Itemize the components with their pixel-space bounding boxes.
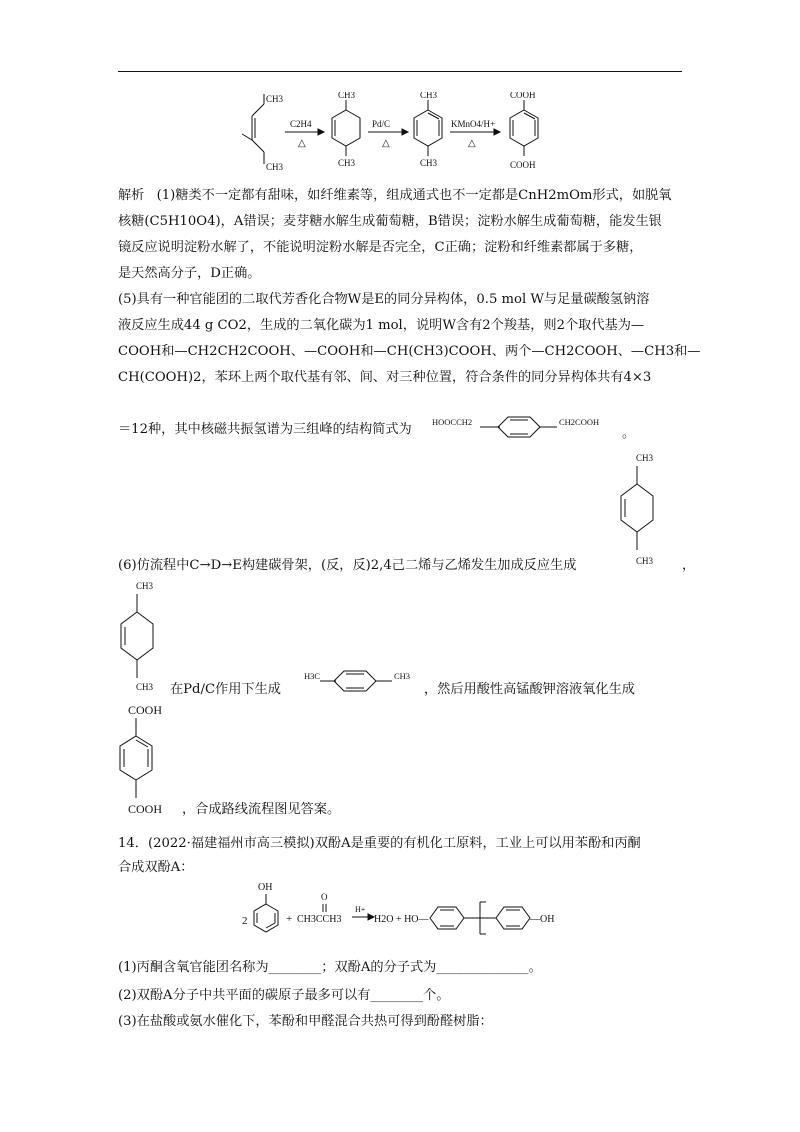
part6-line-1: (6)仿流程中C→D→E构建碳骨架，(反，反)2,4己二烯与乙烯发生加成反应生成 bbox=[118, 558, 577, 573]
part5-line-1: (5)具有一种官能团的二取代芳香化合物W是E的同分异构体，0.5 mol W与足量碳酸氢钠溶 bbox=[118, 292, 650, 307]
cyclohexene-product-structure-2 bbox=[112, 578, 172, 698]
reaction-arrow-2 bbox=[368, 119, 408, 149]
q14-question-3: (3)在盐酸或氨水催化下，苯酚和甲醛混合共热可得到酚醛树脂： bbox=[118, 1014, 493, 1029]
svg-text:C2H4: C2H4 bbox=[290, 119, 312, 129]
svg-text:HOOCCH2: HOOCCH2 bbox=[432, 417, 473, 427]
part6-line-2a: 在Pd/C作用下生成 bbox=[170, 682, 281, 697]
part5-period: 。 bbox=[622, 426, 636, 441]
analysis-text: (1)糖类不一定都有甜味，如纤维素等，组成通式也不一定都是CnH2mOm形式，如脱氧 bbox=[156, 188, 672, 203]
svg-text:CH3: CH3 bbox=[136, 581, 154, 591]
q14-line-2: 合成双酚A： bbox=[118, 860, 194, 875]
svg-text:CH3CCH3: CH3CCH3 bbox=[297, 914, 342, 925]
part5-line-5: ＝12种，其中核磁共振氢谱为三组峰的结构简式为 bbox=[118, 422, 412, 437]
svg-text:CH3: CH3 bbox=[420, 92, 438, 100]
svg-text:CH2COOH: CH2COOH bbox=[559, 417, 600, 427]
svg-text:△: △ bbox=[468, 138, 476, 149]
p-xylene-structure bbox=[414, 92, 442, 168]
bisphenol-a-structure bbox=[430, 902, 554, 934]
part6-line-2b: ，然后用酸性高锰酸钾溶液氧化生成 bbox=[424, 682, 635, 697]
svg-text:H2O + HO—: H2O + HO— bbox=[374, 914, 429, 925]
ch3-label: CH3 bbox=[266, 94, 284, 104]
q14-question-2: (2)双酚A分子中共平面的碳原子最多可以有________个。 bbox=[118, 988, 450, 1003]
part6-line-3-end: ，合成路线流程图见答案。 bbox=[182, 802, 341, 817]
svg-text:+: + bbox=[286, 913, 293, 925]
svg-text:H+: H+ bbox=[355, 905, 366, 914]
part5-line-4: CH(COOH)2，苯环上两个取代基有邻、间、对三种位置，符合条件的同分异构体共有4×3 bbox=[118, 370, 652, 385]
svg-text:OH: OH bbox=[258, 882, 273, 893]
analysis-line-1 bbox=[118, 186, 672, 206]
svg-text:COOH: COOH bbox=[128, 703, 163, 717]
svg-text:CH3: CH3 bbox=[636, 453, 654, 463]
analysis-line-2: 核糖(C5H10O4)，A错误；麦芽糖水解生成葡萄糖，B错误；淀粉水解生成葡萄糖，能发生银 bbox=[118, 214, 662, 229]
part5-line-2: 液反应生成44 g CO2，生成的二氧化碳为1 mol，说明W含有2个羧基，则2个取代基为— bbox=[118, 318, 645, 333]
svg-text:CH3: CH3 bbox=[338, 92, 356, 100]
svg-text:△: △ bbox=[298, 138, 306, 149]
svg-text:CH3: CH3 bbox=[136, 682, 154, 692]
terephthalic-acid-inline-structure bbox=[112, 700, 192, 820]
svg-text:COOH: COOH bbox=[510, 160, 536, 170]
cyclohexadiene-structure bbox=[332, 92, 360, 168]
synthesis-scheme bbox=[240, 92, 570, 184]
p-xylene-inline-structure bbox=[304, 666, 424, 696]
svg-text:CH3: CH3 bbox=[420, 158, 438, 168]
analysis-label: 解析 bbox=[118, 188, 145, 203]
svg-text:CH3: CH3 bbox=[636, 556, 654, 566]
ch3-label: CH3 bbox=[266, 162, 284, 172]
svg-text:CH3: CH3 bbox=[394, 671, 411, 681]
svg-text:COOH: COOH bbox=[510, 92, 536, 100]
analysis-line-3: 镜反应说明淀粉水解了，不能说明淀粉水解是否完全，C正确；淀粉和纤维素都属于多糖， bbox=[118, 240, 643, 255]
svg-text:COOH: COOH bbox=[128, 802, 163, 816]
phenylenediacetic-acid-structure bbox=[432, 412, 632, 442]
q14-line-1: 14．(2022·福建福州市高三模拟)双酚A是重要的有机化工原料，工业上可以用苯酚和丙酮 bbox=[118, 836, 641, 851]
reaction-arrow bbox=[352, 905, 374, 920]
svg-text:KMnO4/H+: KMnO4/H+ bbox=[451, 119, 496, 129]
svg-text:△: △ bbox=[382, 138, 390, 149]
svg-text:O: O bbox=[321, 892, 328, 902]
reaction-arrow-3 bbox=[450, 119, 500, 149]
svg-text:2: 2 bbox=[242, 915, 248, 927]
part5-line-3: COOH和—CH2CH2COOH、—COOH和—CH(CH3)COOH、两个—CH2COOH、—CH3和— bbox=[118, 344, 701, 359]
acetone-structure bbox=[297, 892, 341, 925]
svg-text:H3C: H3C bbox=[304, 671, 321, 681]
hexadiene-structure bbox=[242, 94, 284, 172]
top-rule bbox=[118, 71, 682, 72]
svg-text:Pd/C: Pd/C bbox=[372, 119, 391, 129]
phenol-structure bbox=[254, 882, 278, 932]
svg-text:—OH: —OH bbox=[530, 914, 555, 925]
terephthalic-acid-structure bbox=[510, 92, 538, 170]
bisphenol-a-reaction-scheme bbox=[240, 880, 580, 952]
part6-comma: ， bbox=[682, 558, 696, 573]
q14-question-1: (1)丙酮含氧官能团名称为________；双酚A的分子式为______________。 bbox=[118, 960, 542, 975]
svg-text:CH3: CH3 bbox=[338, 158, 356, 168]
reaction-arrow-1 bbox=[285, 119, 324, 149]
cyclohexene-product-structure-1 bbox=[612, 450, 672, 574]
analysis-line-4: 是天然高分子，D正确。 bbox=[118, 266, 261, 281]
